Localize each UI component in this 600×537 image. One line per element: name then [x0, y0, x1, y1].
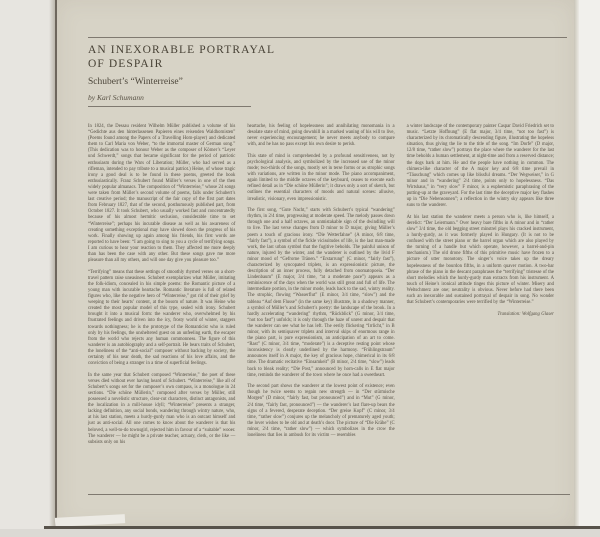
text-column-2	[247, 124, 394, 451]
title-line-2: OF DESPAIR	[88, 57, 164, 70]
author-byline: by Karl Schumann	[88, 93, 144, 102]
spine-fold-line	[55, 0, 57, 528]
paragraph: At his last station the wanderer meets a person who is, like himself, a derelict: “Der Leiermann.” Over heavy bare fifths in A minor and in “rather slow” 3/4 time, the old begging street minstrel plays his cracked instrument, a hurdy-gurdy, as it was formerly played in Hungary. (It is not to be confused with the street piano or the barrel organ which are also played by the turning of a handle but which operate, however, a barrel-and-pin mechanism.) The old drone fifths of this primitive music have frozen to a picture of utter monotony. The singer’s voice takes up the dreary hopelessness of the bourdon fifths, in a uniform quaver motion. A two-bar phrase of the piano in the descant paraphrases the “terrifying” tristesse of the short melodies which the hurdy-gurdy man extracts from his instrument. A touch of Heine’s ironical attitude tinges this picture of winter. Misery and Weltschmerz are one; neutrality is obvious. Never before had there been such an inexorable and sustained portrayal of despair in song. No wonder that Schubert’s contemporaries were terrified by the “Winterreise.”	[406, 214, 554, 306]
paragraph: a winter landscape of the contemporary painter Caspar David Friedrich set to music. “Letzte Hoffnung” (E flat major, 3/4 time, “not too fast”) is characterized by its chromatically descending figure, illustrating the hopeless situation, thus giving the lie to the title of the song. “Im Dorfe” (D major, 12/8 time, “rather slow”) portrays the place where the wanderer for the last time beholds a human settlement, at night-time and from a reserved distance; the dogs bark at him. He and the people have nothing in common. The chimera-like character of the A major key and 6/8 time prevail in “Täuschung” which comes up like blissful dreams. “Der Wegweiser,” in G minor and in “wandering” 2/4 time, points only to hopelessness. “Das Wirtshaus,” in “very slow” F minor, is a euphemistic paraphrasing of the putting-up at the graveyard. For the last time the deceptive major key flashes up in “Die Nebensonnen”; a reflection in the wintry sky appears like three suns to the wanderer.	[406, 124, 554, 209]
header-rule	[88, 106, 251, 107]
paragraph: The first song, “Gute Nacht,” starts with Schubert’s typical “wandering” rhythm, in 2/4 time, progressing at moderate speed. The melody passes down through one and a half octaves, an unmistakable sign of the dwindling will to live. The last verse changes from D minor to D major, giving Müller’s poem a touch of gracious irony. “Die Wetterfahne” (A minor, 6/8 time, “fairly fast”), a symbol of the fickle vicissitudes of life, is the last man-made work, the last urban symbol that the fugitive beholds. The painful unison of nature, injured by the winter, and the wanderer is outlined by the livid F minor mood of “Gefrorne Tränen.” “Erstarrung” (C minor, “fairly fast”), characterized by syncopated triplets, is an expressionistic picture, the description of an inner process, fully detached from onomatopoeia. “Der Lindenbaum” (E major, 3/4 time, “at a moderate pace”) appears as a reminiscence of the days when the world was still great and full of life. The intermediate portion, in the minor mode, leads back to the sad, wintry reality. The strophic, flowing “Wasserflut” (E minor, 3/4 time, “slow”) and the tableau “Auf dem Flusse” (in the same key) illustrate, in a shadowy manner, a symbol of Müller’s and Schubert’s poetry: the landscape of the brook. In a hardly accelerating “wandering” rhythm, “Rückblick” (G minor, 3/4 time, “not too fast”) unfolds; it is only through the haze of unrest and despair that the wanderer can see what he has left. The eerily flickering “Irrlicht,” in B minor, with its semiquaver triplets and interval skips of enormous range in the piano part, is pure expressionism, an anticipation of an art to come. “Rast” (C minor, 3/4 time, “moderate”) is a deceptive resting point whose inconsistency is clearly underlined by the harmony. “Frühlingstraum” announces itself in A major, the key of gracious hope, chimerical in its 6/8 time. The dramatic recitative “Einsamkeit” (B minor, 2/4 time, “slow”) leads back to bleak reality; “Die Post,” announced by horn-calls in E flat major time, reminds the wanderer of the town where he once had a sweetheart.	[247, 208, 395, 378]
paragraph: heartache, his feeling of hopelessness and annihilating monomania in a desolate state of mind, going downhill in a marked waning of his will to live, never experiencing encouragement; he never meets anybody to compare with, and he has no pass except his own desire to perish.	[247, 124, 395, 148]
page-right-edge	[574, 0, 579, 528]
text-column-3	[407, 124, 554, 451]
paragraph: This state of mind is comprehended by a profound sensitiveness, not by psychological analysis, and symbolized by the increased use of the minor mode; two-thirds of the songs, mostly set in terse forms or as strophic songs with variations, are written in the minor mode. The piano accompaniment, again limited to the middle octaves of the keyboard, ceases to execute each refined detail as in “Die schöne Müllerin”; it draws only a sort of sketch, but outlines the essential characters of moods and natural scenes: allusive, irrealistic, visionary, even impressionistic.	[247, 153, 395, 202]
page-title	[88, 44, 388, 71]
article-header	[88, 44, 388, 102]
body-text-columns	[88, 124, 554, 451]
text-column-1	[88, 124, 235, 451]
translation-credit: Translation: Wolfgang Glaser	[497, 311, 554, 317]
title-line-1: AN INEXORABLE PORTRAYAL	[88, 44, 276, 56]
article-subtitle: Schubert’s “Winterreise”	[88, 77, 183, 87]
bottom-rule	[88, 494, 570, 495]
paragraph: “Terrifying” means that these settings of smoothly rhymed verses on a short-travel pattern raise uneasiness. Schubert exemplarizes what Müller, imitating the folk-idiom, concealed in his simple poems: the Romantic picture of a young man with incurable heartache. Romantic literature is full of related figures who, like the negative hero of “Winterreise,” got rid of their grief by weeping to their hearts’ content, at the bosom of nature. It was Heine who created the most popular model of this type, sealed with irony. Schubert brought it into a musical form: the wanderer who, overwhelmed by his frustrated feelings and driven into the icy, frosty world of winter, staggers towards nothingness; he is the prototype of the Romanticist who is ruled only by his feelings, the unsheltered guest on an unfeeling earth, the escaper from the world who rejects any human commonness. The figure of this wanderer is an autobiography and a self-portrait. He bears traits of Schubert, the loneliness of the “anti-social” composer without backing by society, the certainty of his near death, the sad reactions of his love affairs, and the conviction of being a stranger in a time of superficial feelings.	[88, 269, 236, 367]
paragraph: In 1824, the Dessau resident Wilhelm Müller published a volume of his “Gedichte aus den hinterlassenen Papieren eines reisenden Waldhornisten” (Poems found among the Papers of a Travelling Horn-player) and dedicated them to Carl Maria von Weber, “to the immortal master of German song.” (This dedication was to honour Weber as the composer of Körner’s “Leyer und Schwerdt,” songs that became significant for the period of patriotic enthusiasm during the Wars of Liberation; Müller, who had served as a rifleman, intended to pay tribute to a musical patriot.) Heine, of whose tragic irony a good deal is to be found in these poems, greeted the book enthusiastically. Franz Schubert found Müller’s verses in one of the then widely popular almanacs. The composition of “Winterreise,” whose 24 songs were taken from Müller’s second volume of poems, falls under Schubert’s last creative period; the manuscript of the fair copy of the first part dates from February 1827, that of the second, posthumously published part, from October 1827. It took Schubert, who usually worked fast and concentratedly because of his almost hermitic seclusion, considerable time to set “Winterreise”; perhaps his incurable disease as well as his awareness of creating something exceptional may have slowed down the progress of his work. Finally showing up again among his friends, his first words are reported to have been: “I am going to sing to you a cycle of terrifying songs. I am curious to hear your reaction to them. They affected me more deeply than has been the case with any other. But these songs gave me more pleasure than all my others, and will one day give you pleasure too.”	[88, 124, 236, 264]
top-rule	[88, 37, 567, 38]
paragraph: In the same year that Schubert composed “Winterreise,” the poet of these verses died without ever having heard of Schubert. “Winterreise,” like all of Schubert’s songs set for the composer’s own compass, is a monologue in 24 sections. “Die schöne Müllerin,” composed after verses by Müller, still possessed a novelistic structure, clear-cut characters, distinct antagonists, and the localization in a mill-house idyll; “Winterreise” presents a stranger, lacking definition, any social bonds, wandering through wintry nature, who, at his last station, meets a hurdy-gurdy man who is an outcast himself and just as anti-social. All one comes to know about the wanderer is that his beloved, a well-to-do townsgirl, rejected him in favour of a “suitable” wooer. The wanderer — he might be a private teacher, actuary, clerk, or the like — subsists only on his	[88, 372, 236, 445]
below-page-background	[0, 529, 600, 537]
paragraph: The second part shows the wanderer at the lowest point of existence; even though he twice seems to regain new strength — in “Der stürmische Morgen” (D minor, “fairly fast, but pronounced”) and in “Mut” (G minor, 2/4 time, “fairly fast, pronounced”) — the wanderer’s last flare-up bears the signs of a fevered, desperate deception. “Der greise Kopf” (C minor, 3/4 time, “rather slow”) conjures up the melancholy of prematurely aged youth; the lover wishes to be old and at death’s door. The picture of “Die Krähe” (C minor, 2/4 time, “rather slow”) — which symbolizes in the crow the loneliness that lies in ambush for its victim — resembles	[247, 384, 395, 438]
page-left-margin	[0, 0, 55, 537]
